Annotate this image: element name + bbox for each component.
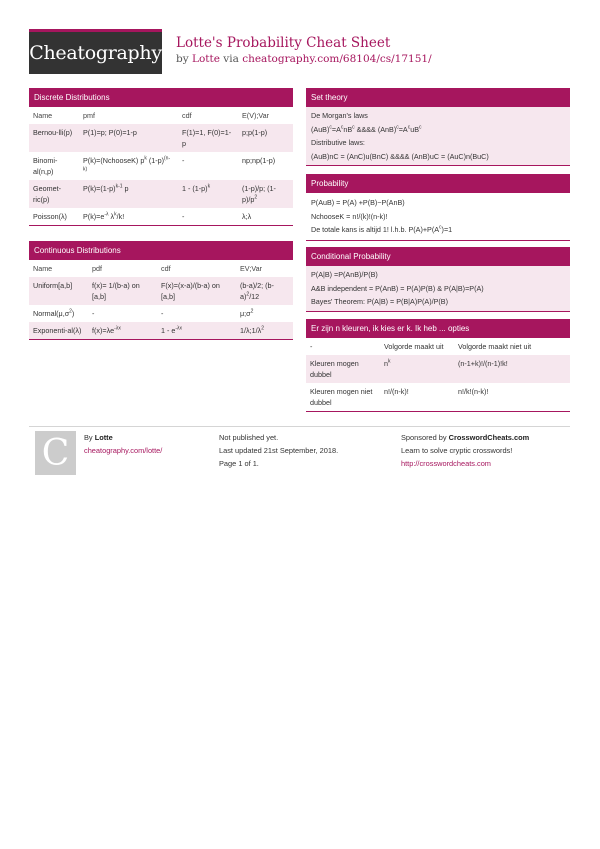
publish-status: Not published yet. xyxy=(219,433,279,442)
sheet-url-link[interactable]: cheatography.com/68104/cs/17151/ xyxy=(242,53,432,65)
table-row xyxy=(29,124,293,152)
table-cell: Poisson(λ) xyxy=(33,212,67,221)
box-title: Er zijn n kleuren, ik kies er k. Ik heb ... opties xyxy=(306,319,570,338)
table-header-row xyxy=(306,338,570,355)
sponsor-tagline: Learn to solve cryptic crosswords! xyxy=(401,446,513,455)
text-line: A&B independent = P(AnB) = P(A)P(B) & P(A|B)=P(A) xyxy=(306,282,570,296)
page-number: Page 1 of 1. xyxy=(219,459,259,468)
table-row xyxy=(29,277,293,305)
table-cell: $f(x)=\lambda e^{-\lambda x}$ xyxy=(92,325,121,335)
text-line: Bayes' Theorem: P(A|B) = P(B|A)P(A)/P(B) xyxy=(306,295,570,311)
box-title: Discrete Distributions xyxy=(29,88,293,107)
table-cell: n!/k!(n-k)! xyxy=(458,387,489,396)
column-header: EV;Var xyxy=(240,264,262,273)
by-label: By xyxy=(84,433,93,442)
table-cell: - xyxy=(182,212,185,221)
conditional-probability-box xyxy=(306,247,570,312)
table-cell: Bernou-lli(p) xyxy=(33,128,73,137)
text-line: De Morgan's laws xyxy=(306,107,570,123)
last-updated: Last updated 21st September, 2018. xyxy=(219,446,339,455)
text-line: $(AuB)^c=A^cnB^c$ &&&& $(AnB)^c=A^cuB^c$ xyxy=(306,123,570,137)
table-cell: Uniform[a,b] xyxy=(33,281,73,290)
sponsor-link[interactable]: http://crosswordcheats.com xyxy=(401,459,491,468)
set-theory-box xyxy=(306,88,570,166)
sponsor-prefix: Sponsored by xyxy=(401,433,447,442)
table-cell: $1 - e^{-\lambda x}$ xyxy=(161,325,183,335)
table-cell: (b-a)/2; $(b-a)^2/12$ xyxy=(240,281,274,301)
via-text: via xyxy=(223,53,239,65)
text-line: P(AuB) = P(A) +P(B)−P(AnB) xyxy=(311,198,405,207)
sponsor-name[interactable]: CrosswordCheats.com xyxy=(448,433,530,442)
table-cell: $P(k)=(1-p)^{k-1}$ p xyxy=(83,183,129,193)
table-header-row xyxy=(29,107,293,124)
table-cell: F(x)=(x-a)/(b-a) on [a,b] xyxy=(161,281,220,301)
table-cell: P(1)=p; P(0)=1-p xyxy=(83,128,137,137)
table-row xyxy=(29,305,293,322)
footer-author xyxy=(84,431,162,457)
table-row xyxy=(29,208,293,225)
footer-divider xyxy=(29,426,570,427)
column-header: Name xyxy=(33,264,53,273)
text-line: (AuB)nC = (AnC)u(BnC) &&&& (AnB)uC = (AuC)n(BuC) xyxy=(306,150,570,166)
continuous-distributions-box xyxy=(29,241,293,340)
author-avatar[interactable]: C xyxy=(35,431,76,475)
text-line: P(A|B) =P(AnB)/P(B) xyxy=(306,266,570,282)
table-cell: - xyxy=(161,309,164,318)
table-cell: $1/\lambda;1/\lambda^2$ xyxy=(240,325,264,335)
page-title: Lotte's Probability Cheat Sheet xyxy=(176,35,391,51)
column-header: pdf xyxy=(92,264,102,273)
text-line: NchooseK = n!/(k)!(n-k)! xyxy=(311,211,388,221)
box-title: Conditional Probability xyxy=(306,247,570,266)
colour-options-box xyxy=(306,319,570,412)
logo-text: Cheatography xyxy=(29,42,162,64)
table-cell: F(1)=1, F(0)=1-p xyxy=(182,128,232,148)
table-cell: $n^k$ xyxy=(384,358,391,368)
table-cell: p;p(1-p) xyxy=(242,128,268,137)
byline xyxy=(176,53,432,65)
table-cell: Kleuren mogen niet dubbel xyxy=(310,387,373,407)
table-cell: (1-p)/p; $(1-p)/p^2$ xyxy=(242,184,276,204)
column-header: Name xyxy=(33,111,53,120)
box-title: Continuous Distributions xyxy=(29,241,293,260)
table-cell: (n-1+k)!/(n-1)!k! xyxy=(458,359,508,368)
table-cell: $\mu;\sigma^2$ xyxy=(240,308,254,318)
table-row xyxy=(29,322,293,339)
probability-box xyxy=(306,174,570,241)
footer-sponsor xyxy=(401,431,529,470)
discrete-distributions-box xyxy=(29,88,293,226)
footer-author-link[interactable]: cheatography.com/lotte/ xyxy=(84,446,163,455)
column-header: Volgorde maakt uit xyxy=(384,342,444,351)
table-cell: Kleuren mogen dubbel xyxy=(310,359,359,379)
table-header-row xyxy=(29,260,293,277)
table-cell: Geomet-ric(p) xyxy=(33,184,61,204)
column-header: Volgorde maakt niet uit xyxy=(458,342,532,351)
text-line: De totale kans is altijd 1! l.h.b. $P(A)+P(A^c)=1$ xyxy=(311,224,453,234)
table-row xyxy=(306,383,570,411)
column-header: E(V);Var xyxy=(242,111,270,120)
table-cell: $Normal(\mu,\sigma^2)$ xyxy=(33,308,75,318)
author-link[interactable]: Lotte xyxy=(192,53,220,65)
table-cell: f(x)= 1/(b-a) on [a,b] xyxy=(92,281,140,301)
text-line: Distributive laws: xyxy=(306,136,570,150)
table-cell: P(k)=(NchooseK) $p^k$ $(1-p)^{(n-k)}$ xyxy=(83,155,171,173)
column-header: cdf xyxy=(182,111,192,120)
table-cell: $1 - (1-p)^k$ xyxy=(182,183,211,193)
by-prefix: by xyxy=(176,53,189,65)
table-cell: $P(k)=e^{-\lambda}$ $\lambda^k/k$! xyxy=(83,211,125,221)
column-header: cdf xyxy=(161,264,171,273)
table-row xyxy=(29,180,293,208)
cheatography-logo[interactable] xyxy=(29,29,162,74)
table-row xyxy=(306,355,570,383)
footer-author-name[interactable]: Lotte xyxy=(94,433,113,442)
table-cell: λ;λ xyxy=(242,212,252,221)
table-row xyxy=(29,152,293,180)
table-cell: - xyxy=(92,309,95,318)
box-title: Probability xyxy=(306,174,570,193)
footer-status xyxy=(219,431,338,470)
column-header: pmf xyxy=(83,111,95,120)
box-title: Set theory xyxy=(306,88,570,107)
table-cell: - xyxy=(182,156,185,165)
table-cell: Exponenti-al(λ) xyxy=(33,326,82,335)
table-cell: n!/(n-k)! xyxy=(384,387,409,396)
column-header: - xyxy=(310,342,313,351)
table-cell: Binomi-al(n,p) xyxy=(33,156,58,176)
table-cell: np;np(1-p) xyxy=(242,156,276,165)
